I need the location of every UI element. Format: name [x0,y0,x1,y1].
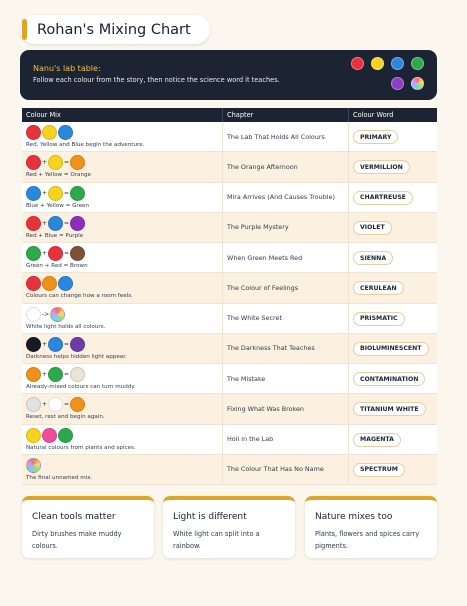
colour-dot-purple [391,77,404,90]
mix-caption: The final unnamed mix. [26,474,93,481]
page-title: Rohan's Mixing Chart [37,21,191,38]
table-row [22,394,437,424]
mix-caption: Colours can change how a room feels. [26,293,133,300]
chapter-cell [222,213,348,242]
banner-heading: Nanu's lab table: [33,64,101,73]
mix-caption: Red, Yellow and Blue begin the adventure. [26,142,145,148]
colour-dot-red [351,57,364,70]
colour-swatch [26,155,41,170]
mix-operator: = [64,340,70,348]
colour-swatch [70,367,85,382]
colour-swatch [58,428,73,443]
table-row [22,334,437,364]
colour-word-badge: PRIMARY [353,130,398,144]
colour-word-badge: PRISMATIC [353,312,405,326]
table-header [22,108,437,122]
chapter-cell [222,334,348,363]
mix-caption: White light holds all colours. [26,323,106,330]
colour-word-badge: BIOLUMINESCENT [353,342,429,356]
chapter-title: Holi in the Lab [227,435,274,444]
colour-swatch [48,216,63,231]
colour-swatch [26,276,41,291]
chapter-title: The White Secret [227,314,282,323]
tip-card-nature [305,496,437,558]
colour-mix-cell [22,425,222,454]
mix-operator: + [42,219,48,227]
colour-mix-cell [22,273,222,302]
colour-swatch [42,276,57,291]
swatch-row [26,458,41,473]
mix-operator: = [64,250,70,257]
header-chapter: Chapter [222,108,348,122]
colour-mix-cell [22,364,222,393]
colour-mix-cell [22,455,222,484]
colour-mix-cell [22,122,222,151]
mix-operator: + [42,159,48,167]
colour-mix-cell [22,394,222,423]
colour-swatch [42,125,57,140]
card-body: White light can split into a rainbow. [173,530,260,550]
mix-caption: Darkness helps hidden light appear. [26,353,127,360]
swatch-row [26,155,85,170]
table-row [22,122,437,152]
colour-word-badge: CHARTREUSE [353,191,413,205]
header-colour-word: Colour Word [348,108,437,122]
swatch-row [26,428,73,443]
mix-operator: = [64,189,70,197]
chapter-cell [222,304,348,333]
colour-swatch [58,125,73,140]
card-title: Nature mixes too [315,512,393,522]
mix-operator: + [42,371,48,378]
colour-swatch [70,155,85,170]
card-title: Light is different [173,512,247,522]
tip-card-light [163,496,295,558]
colour-mix-cell [22,334,222,363]
chapter-title: The Orange Afternoon [227,162,298,171]
chapter-cell [222,243,348,272]
chapter-title: The Mistake [227,374,266,383]
chapter-title: Mira Arrives (And Causes Trouble) [227,193,335,202]
swatch-row [26,216,85,231]
mix-operator: = [64,371,70,378]
swatch-row [26,186,85,201]
chapter-title: When Green Meets Red [227,253,303,262]
colour-swatch [26,458,41,473]
table-row [22,425,437,455]
colour-mix-cell [22,304,222,333]
colour-swatch [70,246,85,261]
colour-word-cell [348,304,437,333]
mix-caption: Blue + Yellow = Green [26,202,90,209]
colour-word-cell [348,243,437,272]
chapter-cell [222,455,348,484]
colour-word-cell [348,455,437,484]
colour-swatch [48,337,63,352]
colour-dot-rainbow [411,77,424,90]
chapter-cell [222,364,348,393]
colour-swatch [48,367,63,382]
colour-word-cell [348,183,437,212]
tip-card-clean-tools [22,496,154,558]
colour-word-badge: SPECTRUM [353,463,405,477]
mix-operator: + [42,189,48,197]
mix-operator: = [64,219,70,227]
colour-swatch [26,186,41,201]
colour-dot-green [411,57,424,70]
colour-swatch [48,186,63,201]
colour-word-badge: VERMILLION [353,160,410,174]
mix-operator: + [42,401,48,409]
colour-swatch [26,125,41,140]
swatch-row [26,276,73,291]
colour-swatch [26,367,41,382]
colour-swatch [26,428,41,443]
colour-word-badge: MAGENTA [353,433,401,447]
colour-word-badge: VIOLET [353,221,392,235]
table-row [22,304,437,334]
colour-swatch [26,397,41,412]
info-banner [20,50,437,100]
colour-swatch [70,216,85,231]
mix-caption: Reset, rest and begin again. [26,414,105,421]
card-body: Plants, flowers and spices carry pigments. [315,530,420,550]
table-row [22,183,437,213]
colour-swatch [26,246,41,261]
colour-swatch [42,428,57,443]
table-row [22,455,437,485]
colour-word-badge: TITANIUM WHITE [353,402,426,416]
colour-swatch [70,186,85,201]
mix-operator: + [42,250,48,257]
table-row [22,213,437,243]
colour-word-cell [348,273,437,302]
chapter-title: The Lab That Holds All Colours [227,132,325,141]
colour-mix-cell [22,183,222,212]
colour-word-badge: SIENNA [353,251,393,265]
card-title: Clean tools matter [32,512,116,522]
mix-caption: Already-mixed colours can turn muddy. [26,384,136,390]
swatch-row [26,367,85,382]
swatch-row [26,125,73,140]
table-row [22,364,437,394]
colour-swatch [48,397,63,412]
colour-mix-cell [22,243,222,272]
chapter-title: The Darkness That Teaches [227,344,315,353]
table-body [22,122,437,485]
mix-operator: -> [42,310,50,318]
mix-operator: = [64,401,70,409]
chapter-title: The Purple Mystery [227,223,289,232]
chapter-title: The Colour That Has No Name [227,465,324,474]
chapter-cell [222,122,348,151]
mix-caption: Green + Red = Brown [26,263,88,269]
colour-swatch [50,307,65,322]
colour-word-cell [348,425,437,454]
title-accent-bar [22,19,27,40]
mix-caption: Red + Blue = Purple [26,232,84,239]
banner-subtitle: Follow each colour from the story, then notice the science word it teaches. [33,76,280,84]
colour-swatch [26,216,41,231]
colour-swatch [70,337,85,352]
colour-word-cell [348,213,437,242]
chapter-cell [222,425,348,454]
colour-swatch [58,276,73,291]
colour-word-badge: CERULEAN [353,281,404,295]
colour-word-cell [348,334,437,363]
colour-swatch [26,307,41,322]
colour-swatch [48,246,63,261]
header-colour-mix: Colour Mix [26,111,61,119]
swatch-row [26,337,85,352]
colour-swatch [48,155,63,170]
mixing-table [22,108,437,485]
chapter-cell [222,273,348,302]
chapter-cell [222,183,348,212]
swatch-row [26,246,85,261]
card-body: Dirty brushes make muddy colours. [32,530,122,550]
swatch-row [26,307,65,322]
colour-dot-yellow [371,57,384,70]
colour-word-cell [348,394,437,423]
table-row [22,243,437,273]
mix-caption: Red + Yellow = Orange [26,172,92,179]
swatch-row [26,397,85,412]
colour-mix-cell [22,213,222,242]
colour-swatch [70,397,85,412]
chapter-title: The Colour of Feelings [227,283,299,292]
mix-caption: Natural colours from plants and spices. [26,444,136,451]
colour-word-cell [348,152,437,181]
table-row [22,152,437,182]
title-pill [20,15,210,44]
chapter-cell [222,152,348,181]
colour-mix-cell [22,152,222,181]
mix-operator: + [42,340,48,348]
chapter-title: Fixing What Was Broken [227,404,304,413]
table-row [22,273,437,303]
chapter-cell [222,394,348,423]
colour-dot-blue [391,57,404,70]
colour-word-badge: CONTAMINATION [353,372,425,386]
colour-word-cell [348,122,437,151]
colour-swatch [26,337,41,352]
colour-word-cell [348,364,437,393]
mix-operator: = [64,159,70,167]
